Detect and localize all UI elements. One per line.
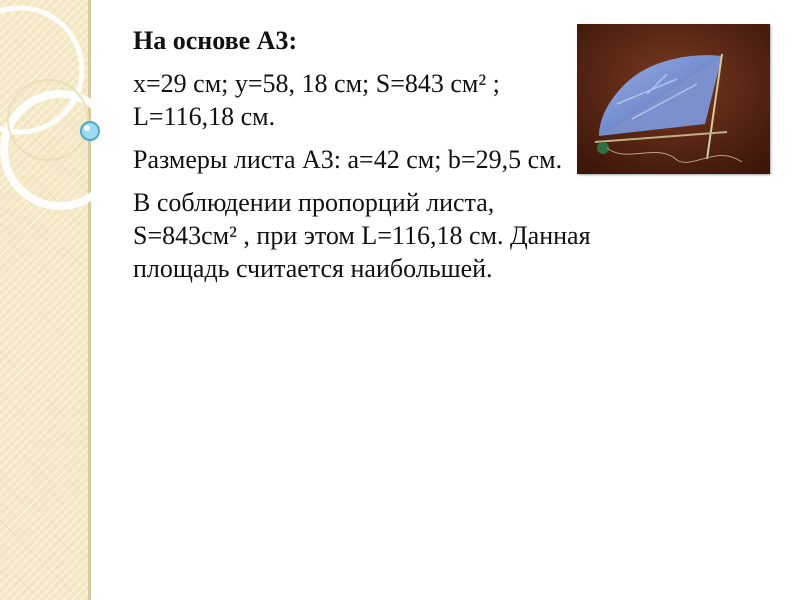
paragraph-conclusion: В соблюдении пропорций листа, S=843см² , при этом L=116,18 см. Данная площадь считается наибольшей. <box>133 188 591 283</box>
paragraph-dimensions: x=29 см; y=58, 18 см; S=843 см² ; L=116,18 см. <box>133 69 500 131</box>
sail-model-photo <box>577 24 770 174</box>
slide-title: На основе А3: <box>133 26 298 55</box>
paragraph-sheet-size: Размеры листа А3: a=42 см; b=29,5 см. <box>133 145 563 174</box>
circle-rings-icon <box>0 0 140 230</box>
slide-content <box>133 24 603 295</box>
